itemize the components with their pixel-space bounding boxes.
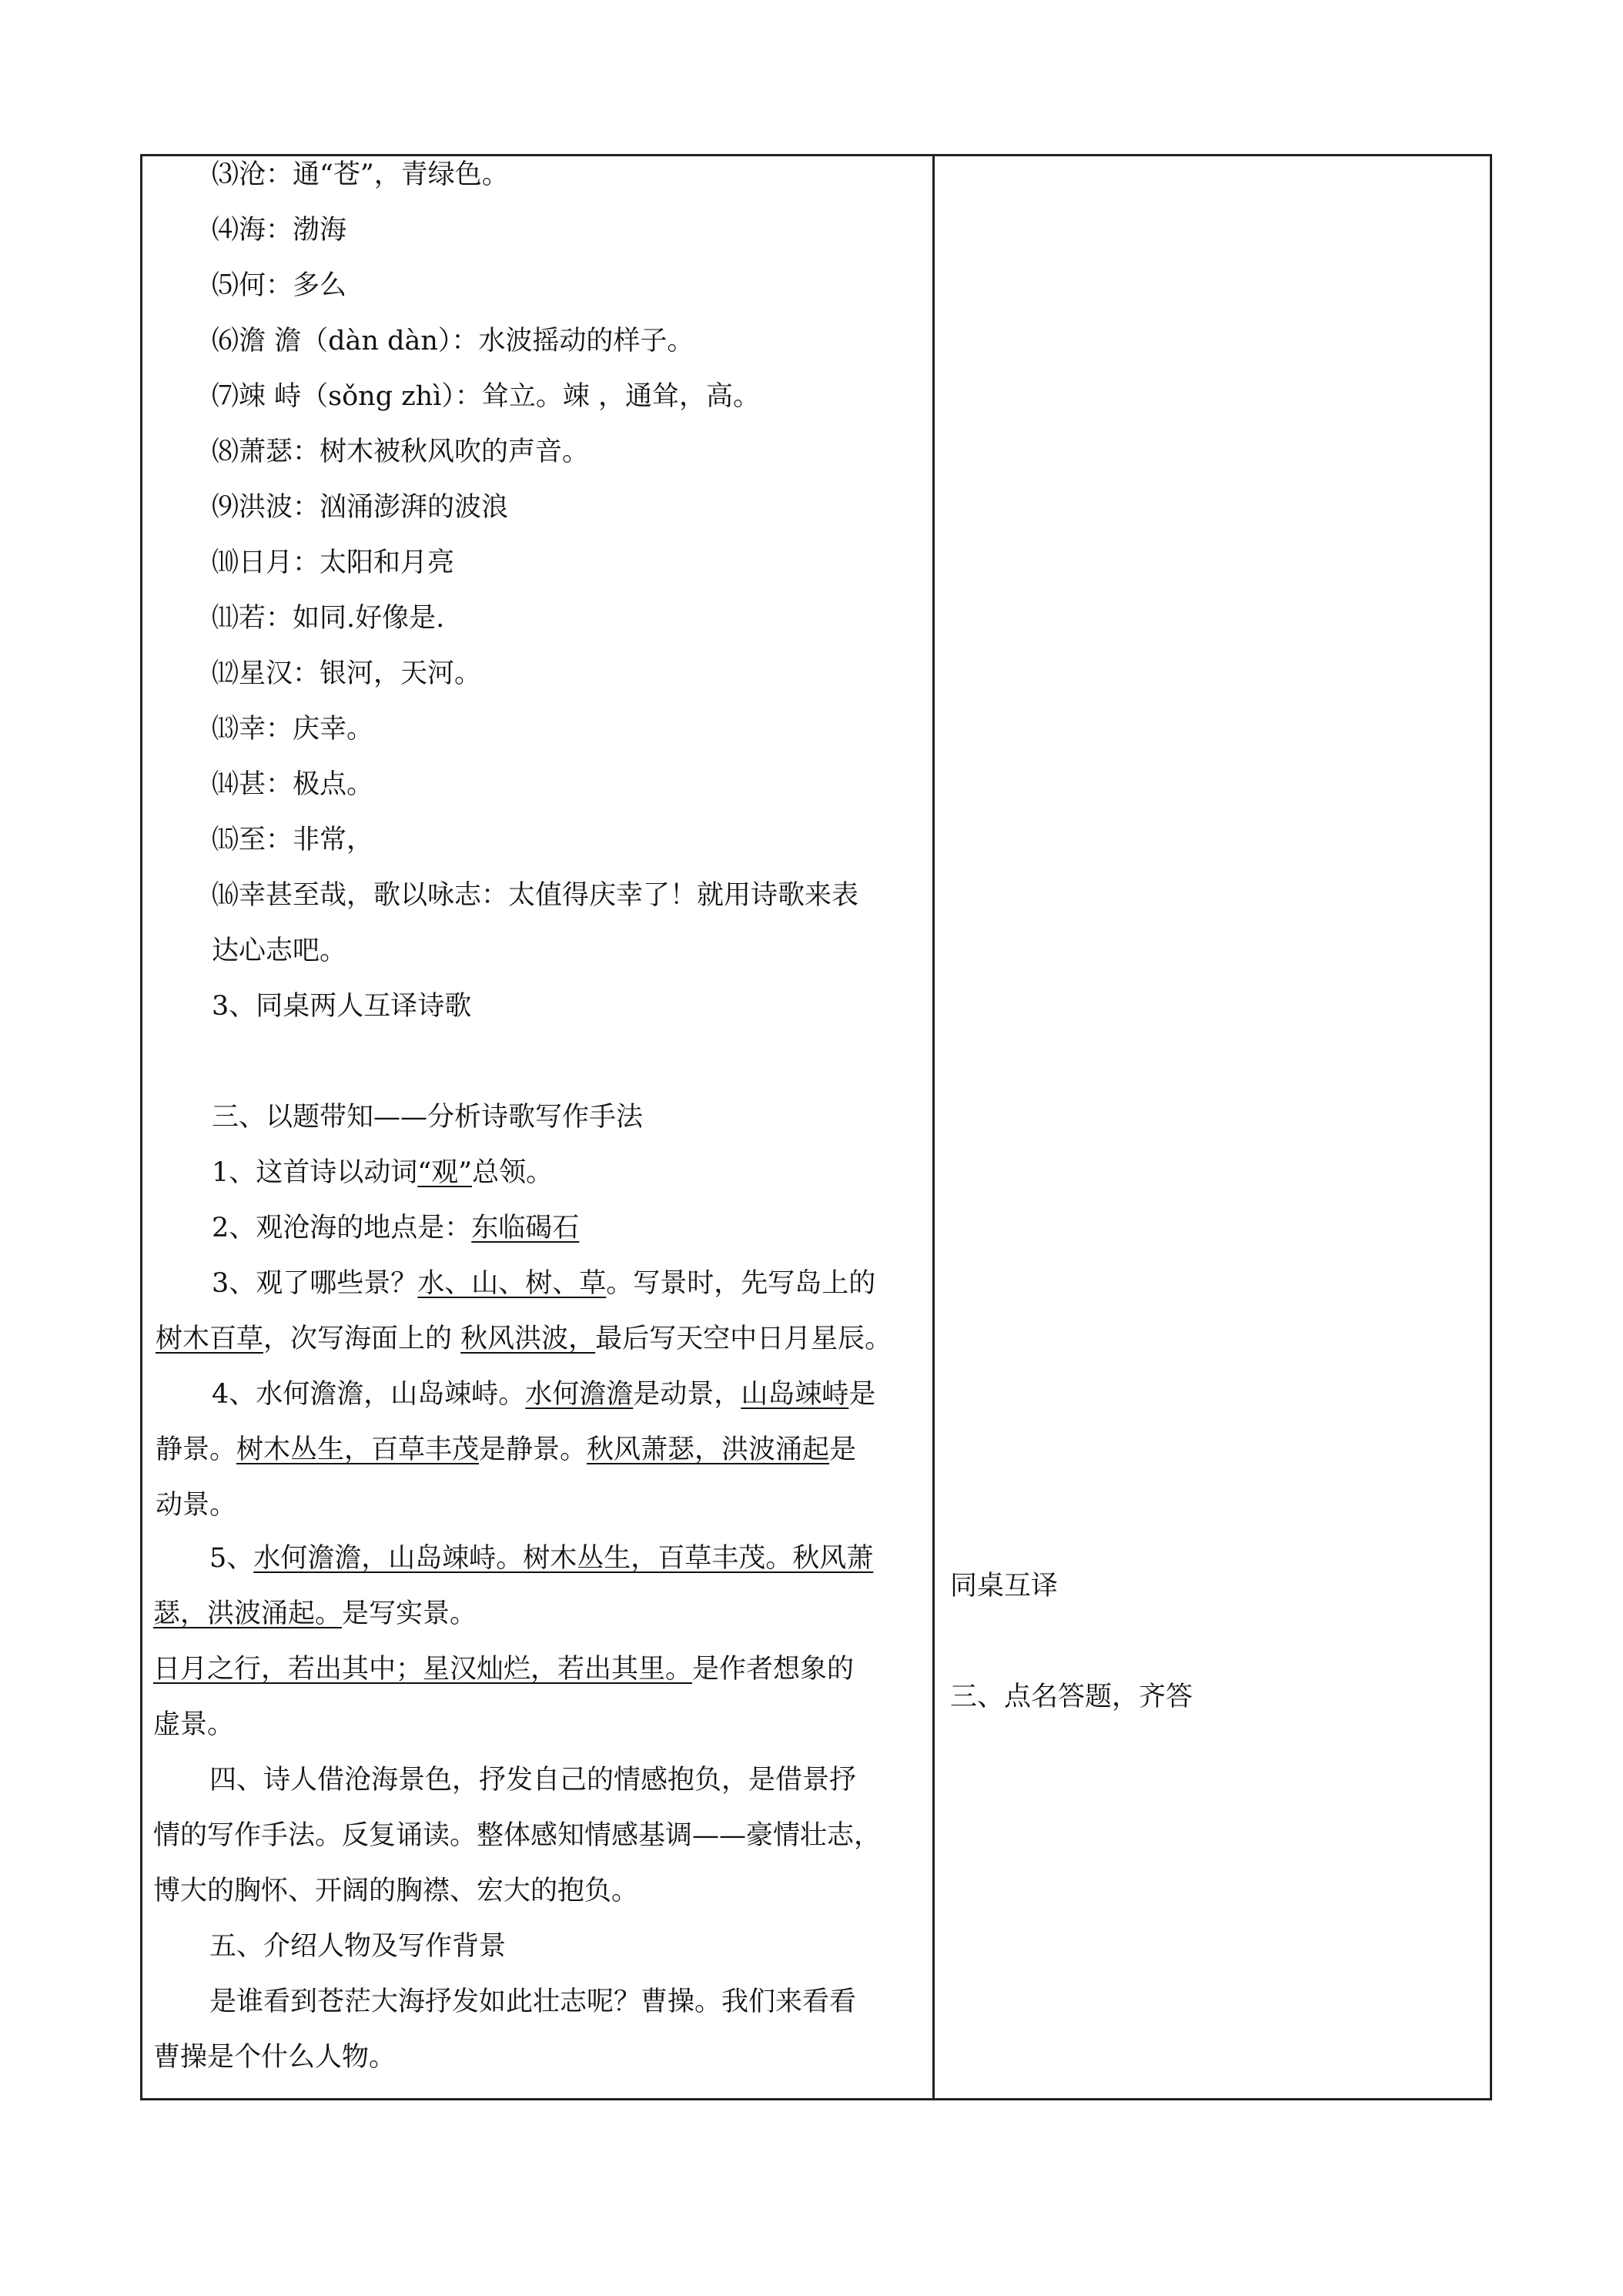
annotation-10: ⑽日月：太阳和月亮: [212, 547, 455, 578]
section-5-line2: 曹操是个什么人物。: [153, 2042, 397, 2073]
question-4-cont: 静景。树木丛生，百草丰茂是静景。秋风萧瑟，洪波涌起是: [156, 1434, 857, 1465]
annotation-12: ⑿星汉：银河，天河。: [212, 658, 482, 689]
question-5-end: 虚景。: [153, 1709, 235, 1740]
mutual-translate-step: 3、同桌两人互译诗歌: [212, 991, 472, 1022]
section-4-line3: 博大的胸怀、开阔的胸襟、宏大的抱负。: [153, 1876, 639, 1906]
annotation-3: ⑶沧：通“苍”，青绿色。: [212, 159, 509, 190]
annotation-11: ⑾若：如同.好像是.: [212, 603, 445, 634]
question-3: 3、观了哪些景？水、山、树、草。写景时，先写岛上的: [212, 1268, 876, 1299]
annotation-16-cont: 达心志吧。: [212, 935, 347, 966]
annotation-6: ⑹澹 澹（dàn dàn）：水波摇动的样子。: [212, 326, 694, 356]
section-5-title: 五、介绍人物及写作背景: [209, 1931, 507, 1962]
question-5-imaginary: 日月之行，若出其中；星汉灿烂，若出其里。是作者想象的: [153, 1654, 855, 1685]
question-5: 5、水何澹澹，山岛竦峙。树木丛生，百草丰茂。秋风萧: [209, 1543, 874, 1574]
annotation-16: ⒃幸甚至哉，歌以咏志：太值得庆幸了！就用诗歌来表: [212, 880, 859, 911]
question-3-cont: 树木百草，次写海面上的 秋风洪波，最后写天空中日月星辰。: [156, 1324, 892, 1354]
question-4: 4、水何澹澹，山岛竦峙。水何澹澹是动景，山岛竦峙是: [212, 1379, 876, 1410]
annotation-8: ⑻萧瑟：树木被秋风吹的声音。: [212, 437, 590, 467]
section-3-title: 三、以题带知——分析诗歌写作手法: [212, 1102, 644, 1133]
annotation-5: ⑸何：多么: [212, 270, 347, 301]
annotation-4: ⑷海：渤海: [212, 215, 347, 246]
annotation-7: ⑺竦 峙（sǒng zhì）：耸立。竦 ，通耸，高。: [212, 381, 761, 412]
note-mutual-translate: 同桌互译: [950, 1571, 1059, 1602]
section-5-line1: 是谁看到苍茫大海抒发如此壮志呢？曹操。我们来看看: [209, 1986, 857, 2017]
annotation-9: ⑼洪波：汹涌澎湃的波浪: [212, 492, 509, 523]
note-answer-method: 三、点名答题，齐答: [950, 1682, 1193, 1712]
question-5-cont: 瑟，洪波涌起。是写实景。: [153, 1598, 477, 1629]
question-1: 1、这首诗以动词“观”总领。: [212, 1157, 554, 1188]
annotation-13: ⒀幸：庆幸。: [212, 714, 374, 745]
annotation-15: ⒂至：非常，: [212, 825, 374, 855]
column-divider: [1073, 156, 1075, 1576]
question-4-end: 动景。: [156, 1490, 237, 1521]
lesson-plan-table: [140, 154, 1492, 1578]
question-2: 2、观沧海的地点是：东临碣石: [212, 1213, 580, 1243]
annotation-14: ⒁甚：极点。: [212, 769, 374, 800]
section-4-line2: 情的写作手法。反复诵读。整体感知情感基调——豪情壮志，: [153, 1820, 882, 1851]
section-4-line1: 四、诗人借沧海景色，抒发自己的情感抱负，是借景抒: [209, 1765, 857, 1796]
